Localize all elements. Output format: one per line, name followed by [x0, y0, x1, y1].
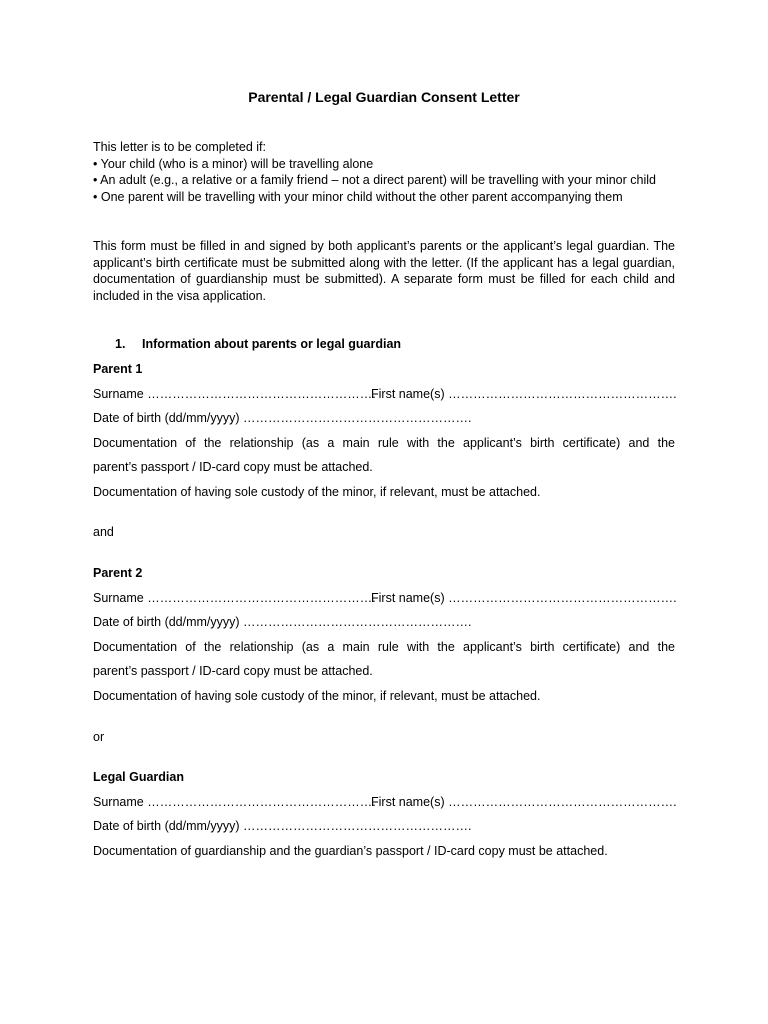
guardian-dob-field[interactable]: Date of birth (dd/mm/yyyy) ……………………………………………….	[93, 819, 472, 833]
parent-2-surname-field[interactable]: Surname ……………………………………………….	[93, 590, 376, 605]
section-number: 1.	[115, 337, 126, 351]
section-heading	[115, 336, 401, 352]
guardian-surname-field[interactable]: Surname ……………………………………………….	[93, 794, 376, 809]
parent-2-heading: Parent 2	[93, 566, 143, 580]
parent-2-first-names-field[interactable]: First name(s) ……………………………………………….	[371, 590, 677, 605]
and-label: and	[93, 525, 114, 539]
guardian-first-names-field[interactable]: First name(s) ……………………………………………….	[371, 794, 677, 809]
parent-1-dob-field[interactable]: Date of birth (dd/mm/yyyy) ……………………………………………….	[93, 411, 472, 425]
parent-2-custody-text: Documentation of having sole custody of the minor, if relevant, must be attached.	[93, 688, 541, 703]
parent-1-surname-field[interactable]: Surname ……………………………………………….	[93, 386, 376, 401]
parent-2-dob-field[interactable]: Date of birth (dd/mm/yyyy) ……………………………………………….	[93, 615, 472, 629]
parent-1-custody-text: Documentation of having sole custody of the minor, if relevant, must be attached.	[93, 484, 541, 499]
instructions-paragraph: This form must be filled in and signed by both applicant’s parents or the applicant’s legal guardian. The applicant’s birth certificate must be submitted along with the letter. (If the applicant has a legal guardian, documentation of guardianship must be submitted). A separate form must be filled for each child and included in the visa application.	[93, 239, 675, 303]
parent-2-relationship-text: parent’s passport / ID-card copy must be attached.	[93, 664, 373, 678]
parent-1-first-names-field[interactable]: First name(s) ……………………………………………….	[371, 386, 677, 401]
intro-block	[93, 139, 675, 205]
parent-2-relationship-text: Documentation of the relationship (as a main rule with the applicant’s birth certificate) and the	[93, 639, 675, 654]
parent-2-name-row	[93, 586, 675, 611]
guardian-block	[93, 765, 675, 863]
guardian-documentation-text: Documentation of guardianship and the guardian’s passport / ID-card copy must be attached.	[93, 843, 608, 858]
parent-1-name-row	[93, 382, 675, 407]
section-heading-text: Information about parents or legal guardian	[142, 337, 402, 351]
parent-1-heading: Parent 1	[93, 362, 143, 376]
parent-2-block	[93, 561, 675, 708]
parent-1-relationship-text: Documentation of the relationship (as a main rule with the applicant’s birth certificate) and the	[93, 435, 675, 450]
document-title: Parental / Legal Guardian Consent Letter	[248, 89, 520, 105]
parent-1-relationship-text: parent’s passport / ID-card copy must be attached.	[93, 460, 373, 474]
guardian-name-row	[93, 790, 675, 815]
intro-bullet: • An adult (e.g., a relative or a family friend – not a direct parent) will be travelling with your minor child	[93, 173, 656, 188]
parent-1-block	[93, 357, 675, 504]
intro-lead: This letter is to be completed if:	[93, 140, 266, 154]
intro-bullet: • Your child (who is a minor) will be travelling alone	[93, 156, 374, 171]
intro-bullet: • One parent will be travelling with your minor child without the other parent accompanying them	[93, 189, 623, 204]
or-label: or	[93, 730, 105, 744]
guardian-heading: Legal Guardian	[93, 770, 184, 784]
